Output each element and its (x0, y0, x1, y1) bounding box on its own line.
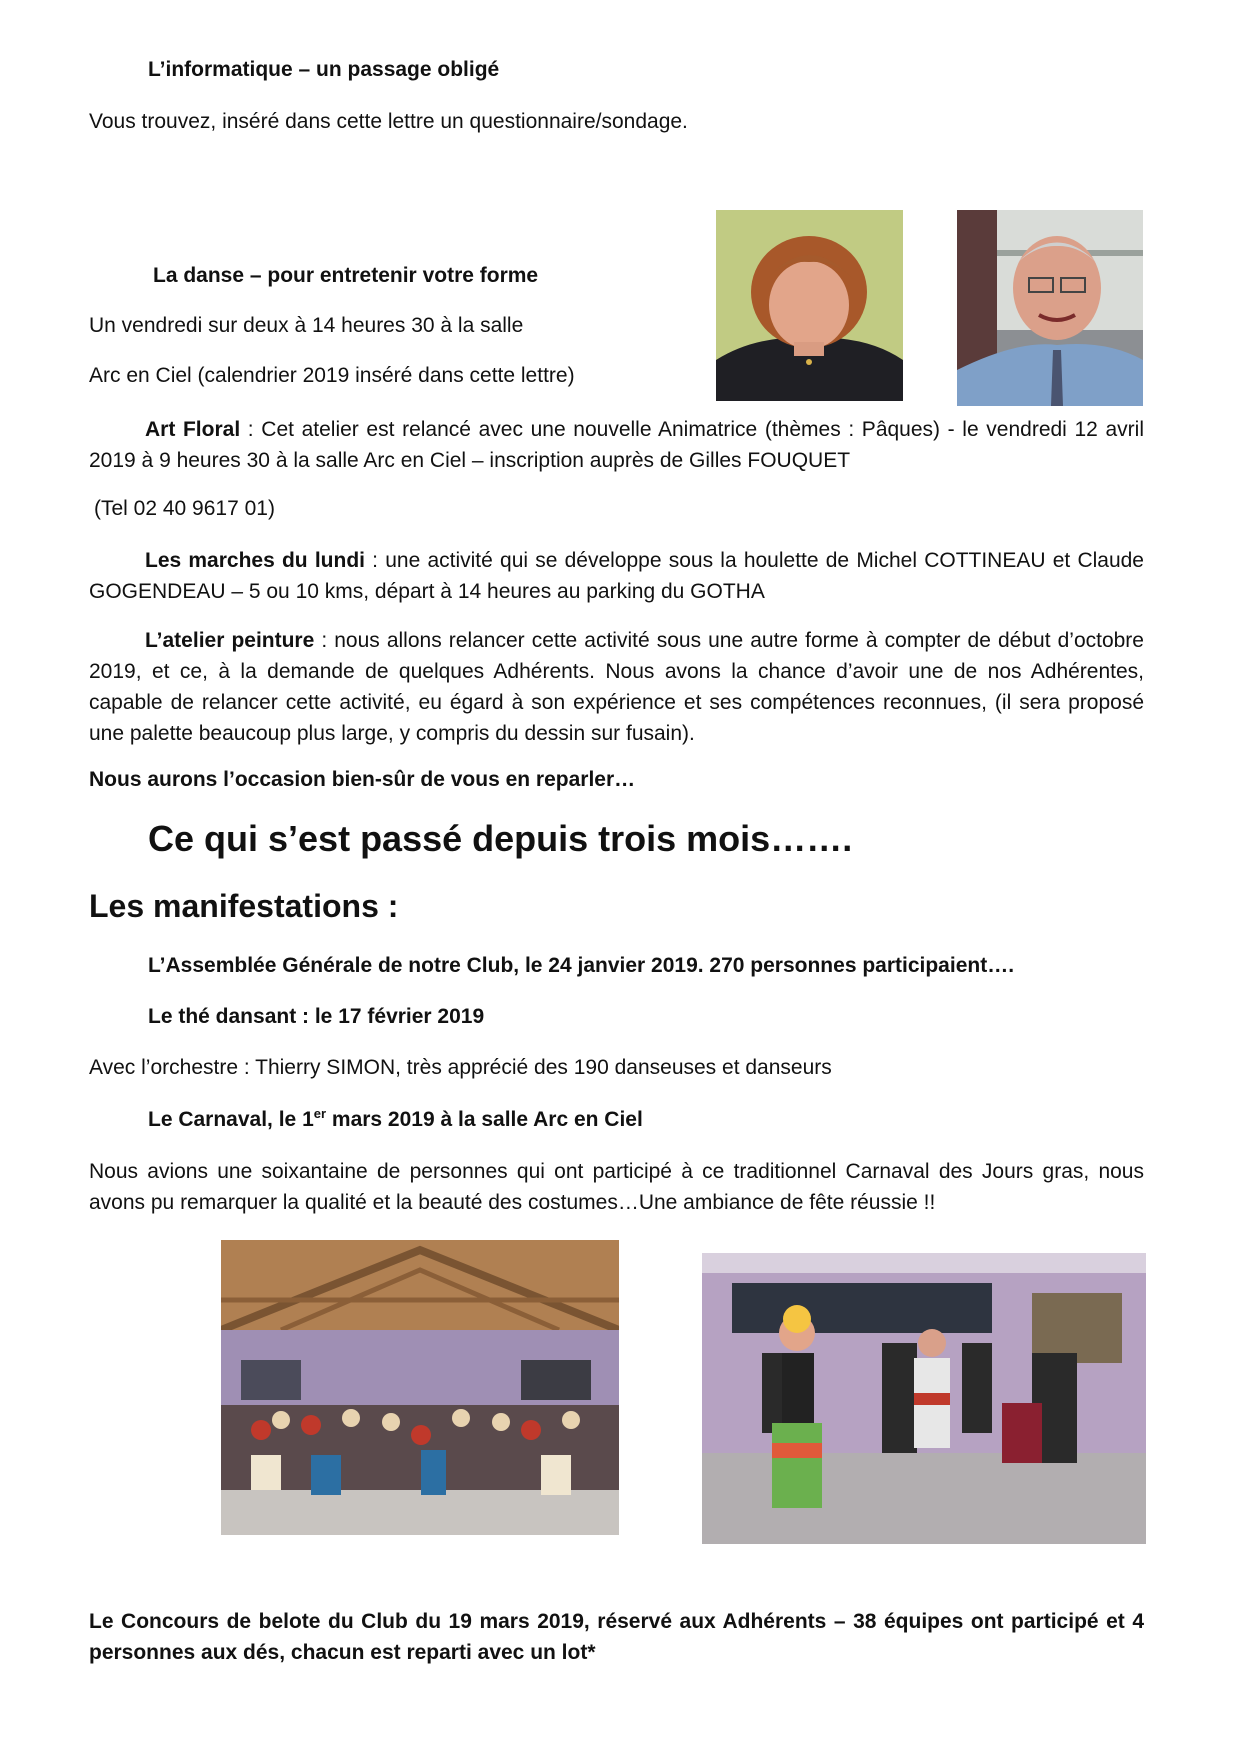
danse-title: La danse – pour entretenir votre forme (153, 264, 539, 287)
peinture-paragraph (89, 625, 1144, 749)
danse-line-1: Un vendredi sur deux à 14 heures 30 à la salle (89, 314, 524, 337)
informatique-text: Vous trouvez, inséré dans cette lettre un questionnaire/sondage. (89, 110, 688, 133)
assemblee-text: L’Assemblée Générale de notre Club, le 24 janvier 2019. 270 personnes participaient…. (148, 954, 1015, 977)
art-floral-paragraph (89, 414, 1144, 476)
marches-label: Les marches du lundi (145, 549, 365, 572)
danse-line-2: Arc en Ciel (calendrier 2019 inséré dans cette lettre) (89, 364, 575, 387)
belote-text: Le Concours de belote du Club du 19 mars 2019, réservé aux Adhérents – 38 équipes ont participé et 4 personnes aux dés, chacun est reparti avec un lot* (89, 1610, 1144, 1664)
reparler-text: Nous aurons l’occasion bien-sûr de vous en reparler… (89, 768, 636, 791)
peinture-text: : nous allons relancer cette activité sous une autre forme à compter de début d’octobre 2019, et ce, à la demande de quelques Adhérents. Nous avons la chance d’avoir une de nos Adhérentes, capable de relancer cette activité, eu égard à son expérience et ses compétences reconnues, (il sera proposé une palette beaucoup plus large, y compris du dessin sur fusain). (89, 629, 1144, 745)
group-photo-hall (221, 1240, 619, 1535)
art-floral-tel: (Tel 02 40 9617 01) (94, 497, 275, 520)
carnaval-text: Nous avions une soixantaine de personnes qui ont participé à ce traditionnel Carnaval des Jours gras, nous avons pu remarquer la qualité et la beauté des costumes…Une ambiance de fête réussie !! (89, 1160, 1144, 1214)
informatique-title: L’informatique – un passage obligé (148, 58, 500, 81)
art-floral-label: Art Floral (145, 418, 241, 441)
manifestations-title: Les manifestations : (89, 888, 399, 924)
headline: Ce qui s’est passé depuis trois mois……. (148, 818, 853, 859)
dancers-photo (702, 1253, 1146, 1544)
the-dansant-text: Le thé dansant : le 17 février 2019 (148, 1005, 485, 1028)
marches-text: : une activité qui se développe sous la houlette de Michel COTTINEAU et Claude GOGENDEAU – 5 ou 10 kms, départ à 14 heures au parking du GOTHA (89, 549, 1144, 603)
art-floral-text: : Cet atelier est relancé avec une nouvelle Animatrice (thèmes : Pâques) - le vendredi 12 avril 2019 à 9 heures 30 à la salle Arc en Ciel – inscription auprès de Gilles FOUQUET (89, 418, 1144, 472)
portrait-woman-photo (716, 210, 903, 401)
portrait-man-photo (957, 210, 1143, 406)
carnaval-title: Le Carnaval, le 1er mars 2019 à la salle Arc en Ciel (148, 1106, 643, 1131)
peinture-label: L’atelier peinture (145, 629, 315, 652)
marches-paragraph (89, 545, 1144, 607)
orchestre-text: Avec l’orchestre : Thierry SIMON, très apprécié des 190 danseuses et danseurs (89, 1056, 832, 1079)
